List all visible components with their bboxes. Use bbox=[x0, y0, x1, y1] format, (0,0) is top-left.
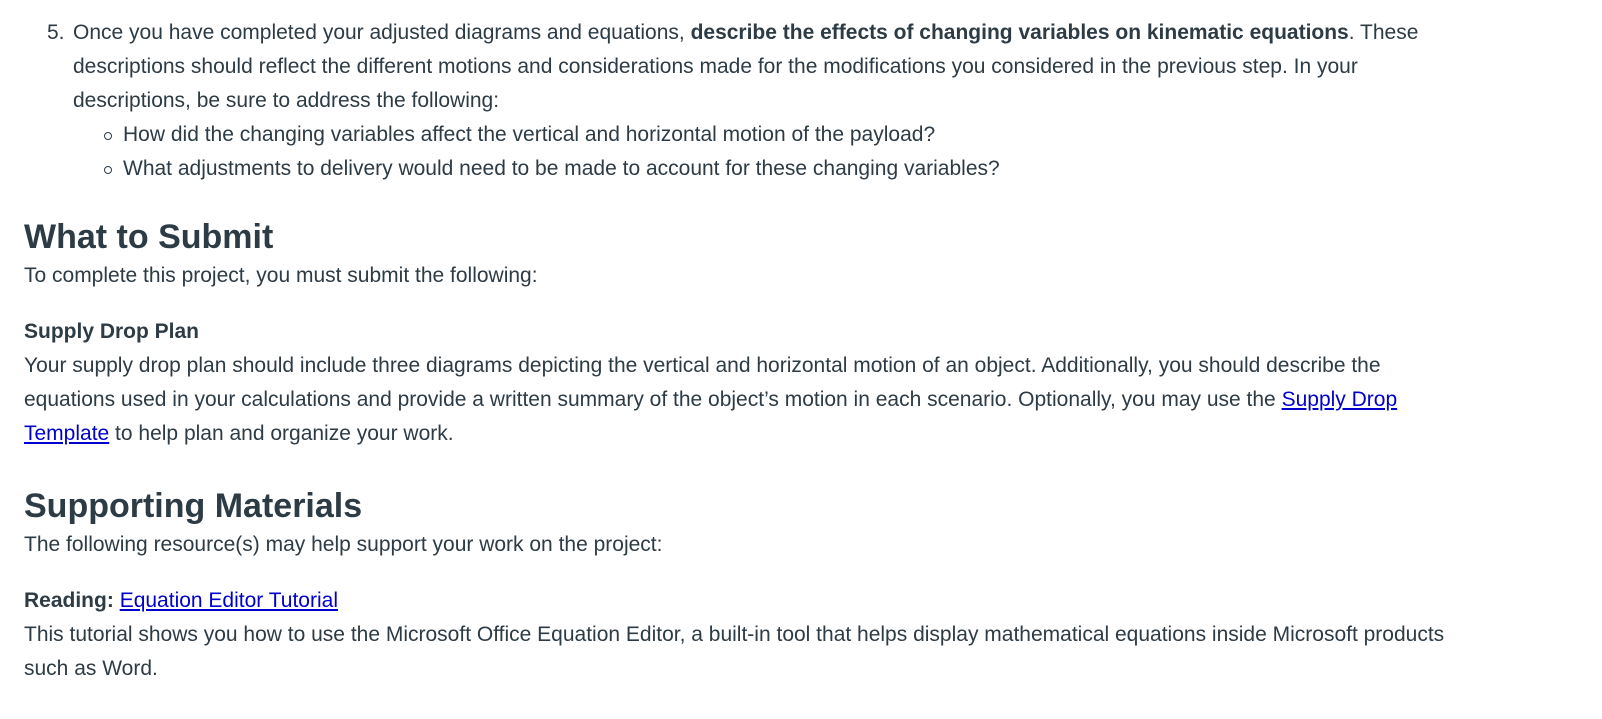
circle-bullet-icon bbox=[104, 132, 112, 140]
step-text-bold: describe the effects of changing variables on kinematic equations bbox=[690, 21, 1349, 44]
support-intro: The following resource(s) may help support your work on the project: bbox=[24, 533, 663, 556]
plan-text-after-link: to help plan and organize your work. bbox=[109, 422, 454, 445]
bullet-text: What adjustments to delivery would need to be made to account for these changing variables? bbox=[123, 157, 1000, 180]
equation-editor-tutorial-link[interactable]: Equation Editor Tutorial bbox=[119, 589, 338, 612]
bullet-text: How did the changing variables affect the vertical and horizontal motion of the payload? bbox=[123, 123, 936, 146]
list-item-step-5 bbox=[47, 16, 1464, 186]
reading-label: Reading: bbox=[24, 589, 114, 612]
steps-list bbox=[24, 16, 1464, 186]
step-text-rest: . These descriptions should reflect the different motions and considerations made for the modifications you considered in the previous step. In your descriptions, be sure to address the following: bbox=[73, 21, 1419, 112]
supply-drop-template-link[interactable]: Supply Drop Template bbox=[24, 388, 1398, 445]
submit-intro: To complete this project, you must submit the following: bbox=[24, 264, 538, 287]
supply-drop-plan-text bbox=[24, 349, 1464, 451]
circle-bullet-icon bbox=[104, 166, 112, 174]
what-to-submit-heading: What to Submit bbox=[24, 218, 274, 256]
list-item-bullet bbox=[123, 118, 1464, 152]
supply-drop-plan-heading: Supply Drop Plan bbox=[24, 320, 200, 343]
supporting-materials-heading: Supporting Materials bbox=[24, 487, 363, 525]
step-number: 5. bbox=[47, 21, 65, 44]
list-item-bullet bbox=[123, 152, 1464, 186]
reading-line bbox=[24, 584, 1464, 618]
step-bullet-list bbox=[73, 118, 1464, 186]
assignment-content bbox=[24, 16, 1464, 686]
plan-text-before-link: Your supply drop plan should include three diagrams depicting the vertical and horizontal motion of an object. Additionally, you should describe the equations used in your calculations and provide a written summary of the object’s motion in each scenario. Optionally, you may use the bbox=[24, 354, 1381, 411]
reading-description: This tutorial shows you how to use the Microsoft Office Equation Editor, a built-in tool that helps display mathematical equations inside Microsoft products such as Word. bbox=[24, 623, 1445, 680]
step-text-intro: Once you have completed your adjusted diagrams and equations, bbox=[73, 21, 691, 44]
